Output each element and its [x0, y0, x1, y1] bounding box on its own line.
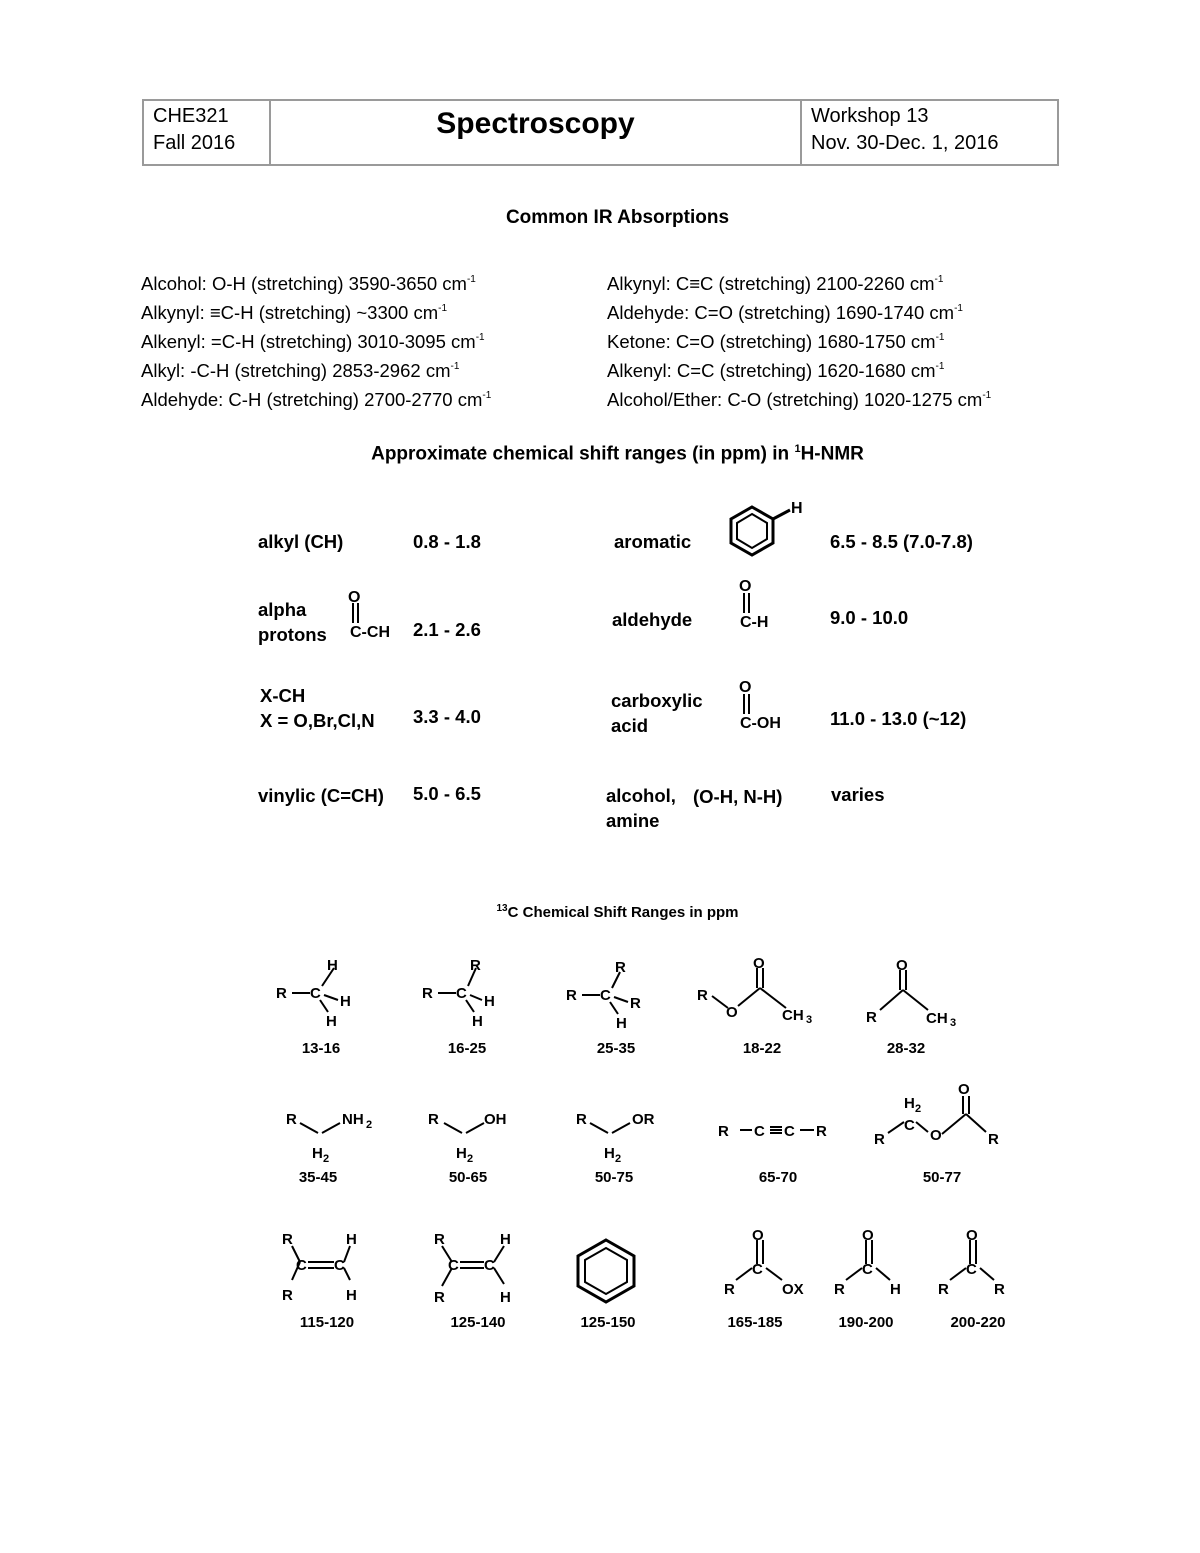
ir-item: Alkenyl: =C-H (stretching) 3010-3095 $cm^{-1}$ [141, 331, 485, 352]
hnmr-section-title: Approximate chemical shift ranges (in ppm) in $^1$H-NMR [371, 443, 864, 465]
svg-text:R: R [697, 987, 708, 1004]
svg-text:H: H [484, 993, 495, 1010]
svg-text:2: 2 [467, 1153, 474, 1165]
svg-text:H: H [604, 1145, 615, 1162]
svg-text:O: O [958, 1081, 970, 1098]
hnmr-aldehyde-double-bond [741, 593, 753, 613]
header-workshop-cell [802, 101, 1057, 164]
svg-text:OR: OR [632, 1111, 655, 1128]
svg-text:C: C [310, 985, 321, 1002]
hnmr-aldehyde-range: 9.0 - 10.0 [830, 607, 909, 628]
svg-text:O: O [752, 1227, 764, 1244]
svg-text:2: 2 [615, 1153, 622, 1165]
svg-text:H: H [346, 1287, 357, 1304]
svg-text:OX: OX [782, 1281, 804, 1298]
svg-text:C: C [752, 1261, 763, 1278]
svg-text:H: H [326, 1013, 337, 1030]
svg-text:O: O [930, 1127, 942, 1144]
hnmr-alpha-oxygen: O [348, 589, 361, 606]
ir-item: Alcohol: O-H (stretching) 3590-3650 $cm^{-1}$ [141, 273, 476, 294]
ir-right-column [607, 267, 991, 412]
svg-text:H: H [472, 1013, 483, 1030]
svg-text:R: R [938, 1281, 949, 1298]
workshop-number: Workshop 13 [811, 105, 929, 127]
svg-text:R: R [434, 1289, 445, 1306]
svg-text:R: R [718, 1123, 729, 1140]
svg-text:R: R [434, 1231, 445, 1248]
svg-text:2: 2 [323, 1153, 330, 1165]
ir-item: Aldehyde: C-H (stretching) 2700-2770 $cm^{-1}$ [141, 389, 492, 410]
hnmr-xch-range: 3.3 - 4.0 [413, 706, 481, 727]
svg-text:R: R [874, 1131, 885, 1148]
svg-text:O: O [966, 1227, 978, 1244]
course-code: CHE321 [153, 105, 229, 127]
cnmr-range: 25-35 [596, 1040, 636, 1057]
ir-item: Ketone: C=O (stretching) 1680-1750 $cm^{-1}$ [607, 331, 945, 352]
hnmr-alpha-label: alpha protons [258, 599, 327, 645]
svg-text:R: R [422, 985, 433, 1002]
cnmr-range: 50-75 [594, 1169, 634, 1186]
svg-text:C: C [484, 1257, 495, 1274]
workshop-dates: Nov. 30-Dec. 1, 2016 [811, 132, 999, 154]
header-course-cell [144, 101, 271, 164]
svg-text:H: H [500, 1231, 511, 1248]
svg-text:C: C [296, 1257, 307, 1274]
cnmr-range: 28-32 [886, 1040, 926, 1057]
svg-text:CH: CH [926, 1010, 948, 1027]
hnmr-alpha-double-bond [350, 603, 362, 623]
svg-text:O: O [726, 1004, 738, 1021]
aromatic-h-label: H [791, 500, 803, 517]
svg-text:NH: NH [342, 1111, 364, 1128]
page-title: Spectroscopy [271, 101, 802, 164]
svg-text:R: R [866, 1009, 877, 1026]
svg-text:C: C [334, 1257, 345, 1274]
svg-text:R: R [282, 1287, 293, 1304]
svg-text:R: R [276, 985, 287, 1002]
hnmr-aromatic-range: 6.5 - 8.5 (7.0-7.8) [830, 531, 973, 552]
cnmr-range: 165-185 [727, 1314, 783, 1331]
cnmr-range: 50-77 [922, 1169, 962, 1186]
cnmr-section-title: $^{13}$C Chemical Shift Ranges in ppm [496, 903, 739, 921]
svg-text:C: C [754, 1123, 765, 1140]
cnmr-range: 16-25 [447, 1040, 487, 1057]
hnmr-vinylic-label: vinylic (C=CH) [258, 785, 384, 806]
svg-text:O: O [753, 955, 765, 972]
cnmr-range: 115-120 [299, 1314, 355, 1331]
hnmr-aldehyde-oxygen: O [739, 578, 752, 595]
hnmr-alcohol-group: (O-H, N-H) [693, 786, 783, 807]
svg-text:R: R [724, 1281, 735, 1298]
header-table [142, 99, 1059, 166]
svg-text:C: C [456, 985, 467, 1002]
hnmr-alkyl-range: 0.8 - 1.8 [413, 531, 481, 552]
svg-text:CH: CH [782, 1007, 804, 1024]
svg-text:OH: OH [484, 1111, 507, 1128]
hnmr-acid-range: 11.0 - 13.0 (~12) [830, 708, 967, 729]
hnmr-acid-label: carboxylic acid [611, 690, 703, 736]
svg-text:H: H [340, 993, 351, 1010]
svg-text:H: H [327, 957, 338, 974]
svg-text:R: R [286, 1111, 297, 1128]
svg-text:H: H [890, 1281, 901, 1298]
svg-text:R: R [615, 959, 626, 976]
ir-item: Alkenyl: C=C (stretching) 1620-1680 $cm^{-1}$ [607, 360, 945, 381]
ir-item: Alkynyl: ≡C-H (stretching) ~3300 $cm^{-1}$ [141, 302, 448, 323]
svg-text:O: O [862, 1227, 874, 1244]
hnmr-acid-group: C-OH [740, 715, 781, 732]
hnmr-acid-double-bond [741, 694, 753, 714]
svg-text:2: 2 [366, 1119, 373, 1131]
svg-text:3: 3 [806, 1014, 813, 1026]
svg-text:R: R [470, 957, 481, 974]
cnmr-range: 50-65 [448, 1169, 488, 1186]
svg-text:3: 3 [950, 1017, 957, 1029]
svg-text:H: H [346, 1231, 357, 1248]
cnmr-range: 35-45 [298, 1169, 338, 1186]
course-term: Fall 2016 [153, 132, 236, 154]
cnmr-range: 18-22 [742, 1040, 782, 1057]
svg-text:R: R [576, 1111, 587, 1128]
svg-text:H: H [456, 1145, 467, 1162]
svg-text:R: R [834, 1281, 845, 1298]
ir-section-title: Common IR Absorptions [505, 207, 730, 228]
cnmr-range: 125-150 [580, 1314, 636, 1331]
hnmr-aromatic-label: aromatic [614, 531, 692, 552]
hnmr-alkyl-label: alkyl (CH) [258, 531, 344, 552]
svg-text:H: H [616, 1015, 627, 1032]
benzene-ring-icon [720, 497, 810, 567]
ir-item: Aldehyde: C=O (stretching) 1690-1740 $cm^{-1}$ [607, 302, 963, 323]
cnmr-range: 125-140 [450, 1314, 506, 1331]
svg-text:H: H [500, 1289, 511, 1306]
hnmr-aldehyde-group: C-H [740, 614, 769, 631]
svg-text:2: 2 [915, 1103, 922, 1115]
svg-text:C: C [784, 1123, 795, 1140]
svg-text:R: R [566, 987, 577, 1004]
cnmr-range: 190-200 [838, 1314, 894, 1331]
svg-text:R: R [282, 1231, 293, 1248]
ir-item: Alkynyl: C≡C (stretching) 2100-2260 $cm^{-1}$ [607, 273, 944, 294]
hnmr-alcohol-range: varies [831, 784, 885, 805]
ir-item: Alkyl: -C-H (stretching) 2853-2962 $cm^{-1}$ [141, 360, 460, 381]
cnmr-structures [0, 940, 1200, 1320]
svg-text:H: H [312, 1145, 323, 1162]
hnmr-acid-oxygen: O [739, 679, 752, 696]
ir-item: Alcohol/Ether: C-O (stretching) 1020-1275 $cm^{-1}$ [607, 389, 992, 410]
hnmr-xch-label: X-CH X = O,Br,Cl,N [260, 685, 375, 731]
svg-text:R: R [816, 1123, 827, 1140]
svg-text:R: R [994, 1281, 1005, 1298]
svg-text:C: C [600, 987, 611, 1004]
hnmr-alcohol-label: alcohol, amine [606, 785, 676, 831]
ir-left-column [141, 267, 491, 412]
cnmr-range: 13-16 [301, 1040, 341, 1057]
svg-text:H: H [904, 1095, 915, 1112]
svg-text:C: C [966, 1261, 977, 1278]
hnmr-vinylic-range: 5.0 - 6.5 [413, 783, 481, 804]
cnmr-range: 200-220 [950, 1314, 1006, 1331]
svg-text:R: R [988, 1131, 999, 1148]
svg-text:C: C [862, 1261, 873, 1278]
svg-text:O: O [896, 957, 908, 974]
svg-text:C: C [904, 1117, 915, 1134]
hnmr-aldehyde-label: aldehyde [612, 609, 693, 630]
svg-text:R: R [428, 1111, 439, 1128]
svg-text:R: R [630, 995, 641, 1012]
cnmr-range: 65-70 [758, 1169, 798, 1186]
hnmr-alpha-group: C-CH [350, 624, 390, 641]
hnmr-alpha-range: 2.1 - 2.6 [413, 619, 481, 640]
svg-text:C: C [448, 1257, 459, 1274]
